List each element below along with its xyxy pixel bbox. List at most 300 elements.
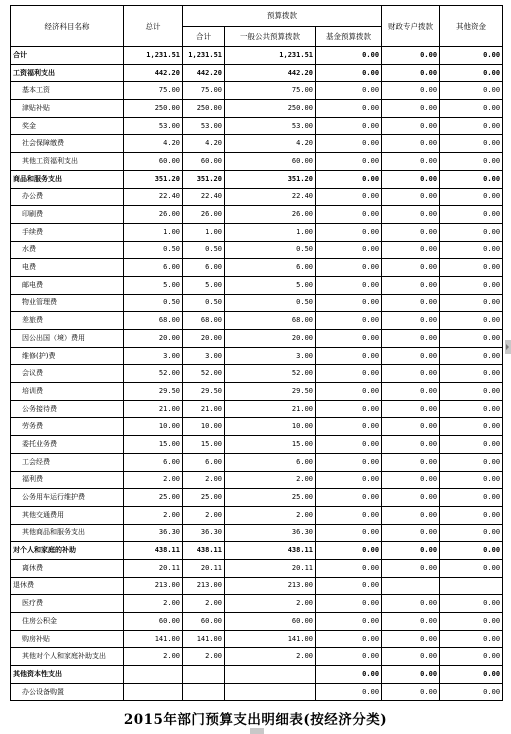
- cell-general: 438.11: [225, 542, 316, 560]
- cell-total: 60.00: [124, 153, 183, 171]
- cell-general: 1.00: [225, 223, 316, 241]
- cell-fund: 0.00: [316, 400, 382, 418]
- row-label: 办公费: [11, 188, 124, 206]
- cell-other: 0.00: [440, 453, 503, 471]
- cell-other: 0.00: [440, 524, 503, 542]
- cell-sum: 36.30: [183, 524, 225, 542]
- cell-general: 141.00: [225, 630, 316, 648]
- row-label: 电费: [11, 259, 124, 277]
- row-label: 公务用车运行维护费: [11, 489, 124, 507]
- cell-special: 0.00: [382, 453, 440, 471]
- cell-fund: 0.00: [316, 542, 382, 560]
- cell-other: 0.00: [440, 365, 503, 383]
- cell-fund: 0.00: [316, 188, 382, 206]
- cell-fund: 0.00: [316, 453, 382, 471]
- cell-general: 26.00: [225, 206, 316, 224]
- row-label: 其他资本性支出: [11, 666, 124, 684]
- cell-general: 68.00: [225, 312, 316, 330]
- budget-table-sheet: [10, 5, 502, 701]
- cell-general: 20.11: [225, 559, 316, 577]
- cell-fund: 0.00: [316, 630, 382, 648]
- table-row: [11, 489, 503, 507]
- cell-sum: 20.11: [183, 559, 225, 577]
- cell-general: 20.00: [225, 330, 316, 348]
- cell-sum: 438.11: [183, 542, 225, 560]
- cell-fund: 0.00: [316, 436, 382, 454]
- cell-fund: 0.00: [316, 383, 382, 401]
- row-label: 物业管理费: [11, 294, 124, 312]
- cell-special: 0.00: [382, 100, 440, 118]
- header-other-funds: 其他资金: [440, 6, 503, 47]
- cell-fund: 0.00: [316, 135, 382, 153]
- cell-sum: 26.00: [183, 206, 225, 224]
- cell-fund: 0.00: [316, 82, 382, 100]
- cell-fund: 0.00: [316, 577, 382, 595]
- cell-sum: 3.00: [183, 347, 225, 365]
- cell-total: [124, 666, 183, 684]
- cell-special: 0.00: [382, 400, 440, 418]
- cell-fund: 0.00: [316, 170, 382, 188]
- cell-sum: 0.50: [183, 294, 225, 312]
- cell-sum: 2.00: [183, 506, 225, 524]
- cell-general: [225, 683, 316, 701]
- cell-sum: 21.00: [183, 400, 225, 418]
- row-label: 退休费: [11, 577, 124, 595]
- cell-special: 0.00: [382, 347, 440, 365]
- table-row: [11, 471, 503, 489]
- cell-fund: 0.00: [316, 64, 382, 82]
- cell-other: 0.00: [440, 418, 503, 436]
- cell-fund: 0.00: [316, 117, 382, 135]
- cell-other: 0.00: [440, 206, 503, 224]
- cell-special: 0.00: [382, 223, 440, 241]
- row-label: 社会保障缴费: [11, 135, 124, 153]
- cell-general: 53.00: [225, 117, 316, 135]
- row-label: 对个人和家庭的补助: [11, 542, 124, 560]
- cell-other: 0.00: [440, 259, 503, 277]
- cell-general: 25.00: [225, 489, 316, 507]
- cell-total: 10.00: [124, 418, 183, 436]
- cell-general: 351.20: [225, 170, 316, 188]
- cell-other: 0.00: [440, 276, 503, 294]
- cell-total: 442.20: [124, 64, 183, 82]
- cell-general: 29.50: [225, 383, 316, 401]
- cell-general: 36.30: [225, 524, 316, 542]
- cell-fund: 0.00: [316, 683, 382, 701]
- table-row: [11, 330, 503, 348]
- cell-general: 60.00: [225, 153, 316, 171]
- cell-fund: 0.00: [316, 241, 382, 259]
- cell-special: 0.00: [382, 276, 440, 294]
- row-label: 办公设备购置: [11, 683, 124, 701]
- table-row: [11, 153, 503, 171]
- cell-other: 0.00: [440, 542, 503, 560]
- cell-total: 21.00: [124, 400, 183, 418]
- cell-special: 0.00: [382, 489, 440, 507]
- cell-other: 0.00: [440, 383, 503, 401]
- cell-general: 60.00: [225, 613, 316, 631]
- cell-fund: 0.00: [316, 365, 382, 383]
- cell-other: 0.00: [440, 683, 503, 701]
- cell-other: 0.00: [440, 471, 503, 489]
- cell-special: 0.00: [382, 170, 440, 188]
- table-row: [11, 64, 503, 82]
- row-label: 会议费: [11, 365, 124, 383]
- cell-sum: 2.00: [183, 648, 225, 666]
- cell-sum: 53.00: [183, 117, 225, 135]
- cell-total: 75.00: [124, 82, 183, 100]
- cell-fund: 0.00: [316, 223, 382, 241]
- row-label: 福利费: [11, 471, 124, 489]
- cell-general: 2.00: [225, 506, 316, 524]
- header-budget-group: 预算拨款: [183, 6, 382, 27]
- table-row: [11, 365, 503, 383]
- cell-special: 0.00: [382, 613, 440, 631]
- row-label: 工会经费: [11, 453, 124, 471]
- cell-special: 0.00: [382, 117, 440, 135]
- row-label: 其他工资福利支出: [11, 153, 124, 171]
- cell-special: 0.00: [382, 312, 440, 330]
- cell-total: 0.50: [124, 241, 183, 259]
- cell-sum: 1,231.51: [183, 47, 225, 65]
- cell-total: 213.00: [124, 577, 183, 595]
- cell-general: 5.00: [225, 276, 316, 294]
- table-row: [11, 418, 503, 436]
- cell-special: 0.00: [382, 294, 440, 312]
- table-row: [11, 188, 503, 206]
- header-row-top: [11, 6, 503, 27]
- cell-total: 0.50: [124, 294, 183, 312]
- cell-other: 0.00: [440, 170, 503, 188]
- cell-other: 0.00: [440, 153, 503, 171]
- cell-total: 6.00: [124, 259, 183, 277]
- cell-fund: 0.00: [316, 559, 382, 577]
- header-total: 总计: [124, 6, 183, 47]
- table-row: [11, 117, 503, 135]
- cell-general: 2.00: [225, 471, 316, 489]
- cell-total: 3.00: [124, 347, 183, 365]
- table-row: [11, 630, 503, 648]
- cell-sum: [183, 666, 225, 684]
- cell-special: 0.00: [382, 683, 440, 701]
- cell-sum: 15.00: [183, 436, 225, 454]
- table-row: [11, 276, 503, 294]
- table-row: [11, 577, 503, 595]
- cell-general: 6.00: [225, 453, 316, 471]
- cell-total: 53.00: [124, 117, 183, 135]
- cell-special: 0.00: [382, 135, 440, 153]
- table-row: [11, 47, 503, 65]
- cell-sum: 75.00: [183, 82, 225, 100]
- cell-other: 0.00: [440, 241, 503, 259]
- cell-other: 0.00: [440, 400, 503, 418]
- cell-sum: 351.20: [183, 170, 225, 188]
- header-name: 经济科目名称: [11, 6, 124, 47]
- row-label: 工资福利支出: [11, 64, 124, 82]
- cell-other: 0.00: [440, 666, 503, 684]
- cell-sum: 20.00: [183, 330, 225, 348]
- table-row: [11, 453, 503, 471]
- cell-total: 2.00: [124, 595, 183, 613]
- row-label: 公务接待费: [11, 400, 124, 418]
- page-title: 2015年部门预算支出明细表(按经济分类): [123, 712, 388, 728]
- cell-total: 2.00: [124, 471, 183, 489]
- cell-other: 0.00: [440, 330, 503, 348]
- cell-total: 20.11: [124, 559, 183, 577]
- cell-other: 0.00: [440, 135, 503, 153]
- row-label: 购房补贴: [11, 630, 124, 648]
- cell-fund: 0.00: [316, 666, 382, 684]
- cell-sum: 442.20: [183, 64, 225, 82]
- cell-general: [225, 666, 316, 684]
- cell-sum: 60.00: [183, 153, 225, 171]
- cell-total: 5.00: [124, 276, 183, 294]
- cell-special: 0.00: [382, 64, 440, 82]
- cell-general: 0.50: [225, 294, 316, 312]
- table-row: [11, 206, 503, 224]
- row-label: 基本工资: [11, 82, 124, 100]
- cell-total: 26.00: [124, 206, 183, 224]
- cell-special: 0.00: [382, 436, 440, 454]
- cell-fund: 0.00: [316, 153, 382, 171]
- budget-expenditure-table: [10, 5, 503, 701]
- table-row: [11, 259, 503, 277]
- cell-special: 0.00: [382, 559, 440, 577]
- cell-other: 0.00: [440, 117, 503, 135]
- row-label: 因公出国（境）费用: [11, 330, 124, 348]
- cell-total: 68.00: [124, 312, 183, 330]
- scroll-handle-right[interactable]: [505, 340, 511, 354]
- cell-fund: 0.00: [316, 100, 382, 118]
- table-row: [11, 524, 503, 542]
- row-label: 其他对个人和家庭补助支出: [11, 648, 124, 666]
- cell-fund: 0.00: [316, 294, 382, 312]
- cell-general: 442.20: [225, 64, 316, 82]
- cell-sum: 5.00: [183, 276, 225, 294]
- cell-total: 4.20: [124, 135, 183, 153]
- cell-fund: 0.00: [316, 471, 382, 489]
- cell-general: 3.00: [225, 347, 316, 365]
- cell-other: 0.00: [440, 436, 503, 454]
- table-row: [11, 506, 503, 524]
- cell-fund: 0.00: [316, 506, 382, 524]
- cell-other: 0.00: [440, 47, 503, 65]
- cell-general: 75.00: [225, 82, 316, 100]
- cell-fund: 0.00: [316, 595, 382, 613]
- cell-total: 6.00: [124, 453, 183, 471]
- cell-general: 52.00: [225, 365, 316, 383]
- cell-general: 2.00: [225, 648, 316, 666]
- cell-sum: 2.00: [183, 471, 225, 489]
- row-label: 劳务费: [11, 418, 124, 436]
- cell-other: 0.00: [440, 64, 503, 82]
- cell-general: 2.00: [225, 595, 316, 613]
- cell-special: 0.00: [382, 630, 440, 648]
- cell-other: 0.00: [440, 595, 503, 613]
- header-budget-sum: 合计: [183, 26, 225, 47]
- row-label: 医疗费: [11, 595, 124, 613]
- table-row: [11, 100, 503, 118]
- cell-total: 22.40: [124, 188, 183, 206]
- cell-total: 438.11: [124, 542, 183, 560]
- cell-general: 250.00: [225, 100, 316, 118]
- cell-general: 10.00: [225, 418, 316, 436]
- cell-special: 0.00: [382, 524, 440, 542]
- header-fund-budget: 基金预算拨款: [316, 26, 382, 47]
- row-label: 住房公积金: [11, 613, 124, 631]
- cell-total: 25.00: [124, 489, 183, 507]
- cell-special: 0.00: [382, 188, 440, 206]
- cell-total: 351.20: [124, 170, 183, 188]
- cell-sum: 6.00: [183, 259, 225, 277]
- row-label: 商品和服务支出: [11, 170, 124, 188]
- cell-fund: 0.00: [316, 347, 382, 365]
- cell-total: [124, 683, 183, 701]
- cell-special: 0.00: [382, 330, 440, 348]
- row-label: 合计: [11, 47, 124, 65]
- row-label: 奖金: [11, 117, 124, 135]
- cell-special: 0.00: [382, 666, 440, 684]
- cell-other: 0.00: [440, 294, 503, 312]
- cell-fund: 0.00: [316, 613, 382, 631]
- cell-special: 0.00: [382, 47, 440, 65]
- cell-general: 21.00: [225, 400, 316, 418]
- cell-sum: 1.00: [183, 223, 225, 241]
- table-row: [11, 666, 503, 684]
- cell-general: 1,231.51: [225, 47, 316, 65]
- cell-general: 0.50: [225, 241, 316, 259]
- cell-other: 0.00: [440, 559, 503, 577]
- row-label: 委托业务费: [11, 436, 124, 454]
- table-row: [11, 400, 503, 418]
- table-row: [11, 135, 503, 153]
- cell-general: 6.00: [225, 259, 316, 277]
- row-label: 其他交通费用: [11, 506, 124, 524]
- cell-general: 4.20: [225, 135, 316, 153]
- row-label: 手续费: [11, 223, 124, 241]
- scroll-handle-bottom[interactable]: [250, 728, 264, 734]
- cell-other: 0.00: [440, 100, 503, 118]
- cell-other: 0.00: [440, 82, 503, 100]
- cell-general: 15.00: [225, 436, 316, 454]
- table-row: [11, 436, 503, 454]
- row-label: 培训费: [11, 383, 124, 401]
- cell-other: 0.00: [440, 188, 503, 206]
- row-label: 离休费: [11, 559, 124, 577]
- cell-fund: 0.00: [316, 312, 382, 330]
- row-label: 邮电费: [11, 276, 124, 294]
- row-label: 水费: [11, 241, 124, 259]
- cell-total: 2.00: [124, 506, 183, 524]
- cell-special: 0.00: [382, 383, 440, 401]
- table-row: [11, 559, 503, 577]
- cell-other: 0.00: [440, 489, 503, 507]
- cell-total: 141.00: [124, 630, 183, 648]
- table-row: [11, 294, 503, 312]
- cell-other: 0.00: [440, 613, 503, 631]
- cell-total: 1,231.51: [124, 47, 183, 65]
- table-row: [11, 648, 503, 666]
- cell-total: 20.00: [124, 330, 183, 348]
- cell-special: 0.00: [382, 365, 440, 383]
- cell-total: 250.00: [124, 100, 183, 118]
- cell-other: 0.00: [440, 506, 503, 524]
- cell-special: 0.00: [382, 542, 440, 560]
- cell-sum: 10.00: [183, 418, 225, 436]
- cell-special: 0.00: [382, 418, 440, 436]
- cell-other: 0.00: [440, 630, 503, 648]
- cell-special: 0.00: [382, 471, 440, 489]
- cell-sum: 52.00: [183, 365, 225, 383]
- cell-special: 0.00: [382, 259, 440, 277]
- table-row: [11, 347, 503, 365]
- cell-sum: 4.20: [183, 135, 225, 153]
- cell-sum: 213.00: [183, 577, 225, 595]
- cell-total: 36.30: [124, 524, 183, 542]
- cell-special: 0.00: [382, 595, 440, 613]
- cell-sum: 6.00: [183, 453, 225, 471]
- cell-special: 0.00: [382, 153, 440, 171]
- cell-fund: 0.00: [316, 418, 382, 436]
- cell-general: 213.00: [225, 577, 316, 595]
- row-label: 津贴补贴: [11, 100, 124, 118]
- cell-sum: 0.50: [183, 241, 225, 259]
- table-row: [11, 383, 503, 401]
- cell-total: 2.00: [124, 648, 183, 666]
- table-row: [11, 82, 503, 100]
- cell-fund: 0.00: [316, 524, 382, 542]
- cell-sum: 25.00: [183, 489, 225, 507]
- cell-sum: [183, 683, 225, 701]
- cell-total: 52.00: [124, 365, 183, 383]
- cell-special: 0.00: [382, 206, 440, 224]
- cell-other: 0.00: [440, 312, 503, 330]
- cell-sum: 29.50: [183, 383, 225, 401]
- cell-other: 0.00: [440, 347, 503, 365]
- table-row: [11, 312, 503, 330]
- cell-sum: 60.00: [183, 613, 225, 631]
- table-row: [11, 595, 503, 613]
- cell-special: 0.00: [382, 506, 440, 524]
- cell-fund: 0.00: [316, 489, 382, 507]
- cell-sum: 68.00: [183, 312, 225, 330]
- cell-other: 0.00: [440, 648, 503, 666]
- table-row: [11, 170, 503, 188]
- cell-other: [440, 577, 503, 595]
- table-row: [11, 223, 503, 241]
- row-label: 差旅费: [11, 312, 124, 330]
- row-label: 维修(护)费: [11, 347, 124, 365]
- cell-sum: 141.00: [183, 630, 225, 648]
- cell-total: 29.50: [124, 383, 183, 401]
- cell-fund: 0.00: [316, 330, 382, 348]
- cell-special: [382, 577, 440, 595]
- cell-fund: 0.00: [316, 47, 382, 65]
- table-row: [11, 542, 503, 560]
- cell-fund: 0.00: [316, 259, 382, 277]
- cell-special: 0.00: [382, 82, 440, 100]
- table-row: [11, 683, 503, 701]
- cell-general: 22.40: [225, 188, 316, 206]
- row-label: 其他商品和服务支出: [11, 524, 124, 542]
- cell-sum: 250.00: [183, 100, 225, 118]
- cell-total: 60.00: [124, 613, 183, 631]
- cell-special: 0.00: [382, 241, 440, 259]
- cell-sum: 2.00: [183, 595, 225, 613]
- cell-fund: 0.00: [316, 276, 382, 294]
- cell-total: 1.00: [124, 223, 183, 241]
- cell-sum: 22.40: [183, 188, 225, 206]
